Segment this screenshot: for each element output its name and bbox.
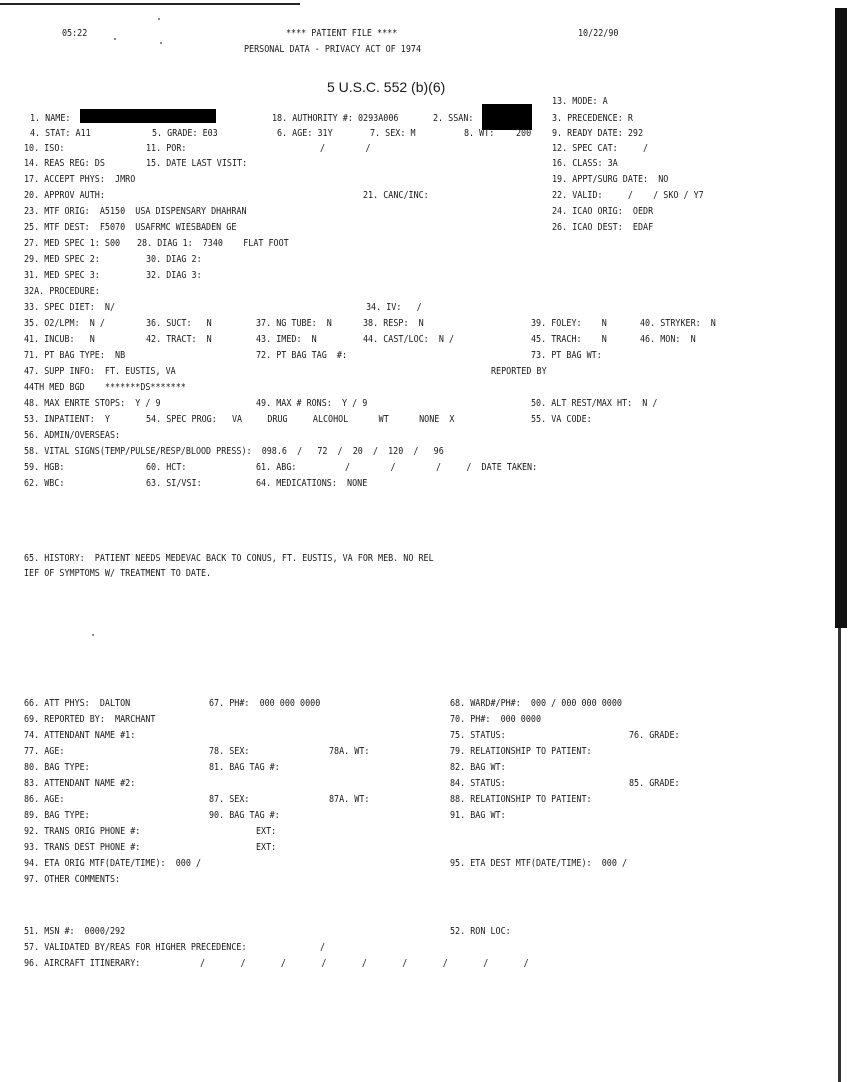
field-63-si-vsi: 63. SI/VSI: <box>146 478 202 489</box>
field-76-grade: 76. GRADE: <box>629 730 680 741</box>
field-92-ext: EXT: <box>256 826 277 837</box>
field-94-eta-orig-mtf: 94. ETA ORIG MTF(DATE/TIME): 000 / <box>24 858 202 869</box>
field-4-stat: 4. STAT: A11 <box>30 128 91 139</box>
field-85-grade: 85. GRADE: <box>629 778 680 789</box>
field-86-age: 86. AGE: <box>24 794 65 805</box>
field-22-valid: 22. VALID: / / SKO / Y7 <box>552 190 704 201</box>
field-50-alt-rest: 50. ALT REST/MAX HT: N / <box>531 398 658 409</box>
field-14-reas-reg: 14. REAS REG: DS <box>24 158 105 169</box>
field-88-relationship: 88. RELATIONSHIP TO PATIENT: <box>450 794 592 805</box>
field-52-ron-loc: 52. RON LOC: <box>450 926 511 937</box>
field-64-medications: 64. MEDICATIONS: NONE <box>256 478 368 489</box>
field-39-foley: 39. FOLEY: N <box>531 318 607 329</box>
field-49-max-rons: 49. MAX # RONS: Y / 9 <box>256 398 368 409</box>
field-81-bag-tag: 81. BAG TAG #: <box>209 762 280 773</box>
field-26-icao-dest: 26. ICAO DEST: EDAF <box>552 222 654 233</box>
field-19-appt-surg-date: 19. APPT/SURG DATE: NO <box>552 174 669 185</box>
field-2-ssan: 2. SSAN: <box>433 113 474 124</box>
field-55-va-code: 55. VA CODE: <box>531 414 592 425</box>
field-68-ward-ph: 68. WARD#/PH#: 000 / 000 000 0000 <box>450 698 622 709</box>
field-91-bag-wt: 91. BAG WT: <box>450 810 506 821</box>
field-46-mon: 46. MON: N <box>640 334 696 345</box>
exemption-label: 5 U.S.C. 552 (b)(6) <box>327 79 446 95</box>
field-65-history-continued: IEF OF SYMPTOMS W/ TREATMENT TO DATE. <box>24 568 212 579</box>
field-82-bag-wt: 82. BAG WT: <box>450 762 506 773</box>
field-33-spec-diet: 33. SPEC DIET: N/ <box>24 302 116 313</box>
field-92-trans-orig-phone: 92. TRANS ORIG PHONE #: <box>24 826 141 837</box>
field-78a-wt: 78A. WT: <box>329 746 370 757</box>
scan-speck <box>158 18 160 20</box>
scan-speck <box>114 38 116 40</box>
field-3-precedence: 3. PRECEDENCE: R <box>552 113 633 124</box>
field-65-history: 65. HISTORY: PATIENT NEEDS MEDEVAC BACK TO CONUS, FT. EUSTIS, VA FOR MEB. NO REL <box>24 553 434 564</box>
field-17-accept-phys: 17. ACCEPT PHYS: JMRO <box>24 174 136 185</box>
supp-info-continued: 44TH MED BGD *******DS******* <box>24 382 186 393</box>
field-71-pt-bag-type: 71. PT BAG TYPE: NB <box>24 350 126 361</box>
field-27-med-spec-1: 27. MED SPEC 1: S00 <box>24 238 121 249</box>
field-80-bag-type: 80. BAG TYPE: <box>24 762 90 773</box>
field-7-sex: 7. SEX: M <box>370 128 416 139</box>
field-95-eta-dest-mtf: 95. ETA DEST MTF(DATE/TIME): 000 / <box>450 858 628 869</box>
field-93-ext: EXT: <box>256 842 277 853</box>
scan-edge-line <box>838 628 841 1082</box>
field-41-incub: 41. INCUB: N <box>24 334 95 345</box>
field-97-other-comments: 97. OTHER COMMENTS: <box>24 874 121 885</box>
field-35-o2-lpm: 35. O2/LPM: N / <box>24 318 105 329</box>
header-time: 05:22 <box>62 28 88 39</box>
field-59-hgb: 59. HGB: <box>24 462 65 473</box>
field-40-stryker: 40. STRYKER: N <box>640 318 716 329</box>
field-28-diag-1: 28. DIAG 1: 7340 FLAT FOOT <box>137 238 289 249</box>
field-62-wbc: 62. WBC: <box>24 478 65 489</box>
field-20-approv-auth: 20. APPROV AUTH: <box>24 190 105 201</box>
field-53-inpatient: 53. INPATIENT: Y <box>24 414 110 425</box>
field-6-age: 6. AGE: 31Y <box>277 128 333 139</box>
reported-by-label: REPORTED BY <box>491 366 547 377</box>
field-8-wt-value: 200 <box>516 128 532 139</box>
field-69-reported-by: 69. REPORTED BY: MARCHANT <box>24 714 156 725</box>
field-74-attendant-name-1: 74. ATTENDANT NAME #1: <box>24 730 136 741</box>
scan-speck <box>160 42 162 44</box>
field-79-relationship: 79. RELATIONSHIP TO PATIENT: <box>450 746 592 757</box>
field-34-iv: 34. IV: / <box>366 302 422 313</box>
ssan-redaction <box>482 104 532 130</box>
field-43-imed: 43. IMED: N <box>256 334 317 345</box>
field-21-canc-inc: 21. CANC/INC: <box>363 190 429 201</box>
header-rule <box>0 3 300 5</box>
field-24-icao-orig: 24. ICAO ORIG: OEDR <box>552 206 654 217</box>
field-37-ng-tube: 37. NG TUBE: N <box>256 318 332 329</box>
field-56-admin-overseas: 56. ADMIN/OVERSEAS: <box>24 430 121 441</box>
field-5-grade: 5. GRADE: E03 <box>152 128 218 139</box>
field-96-itinerary-slots: / / / / / / / / / <box>200 958 529 969</box>
field-32a-procedure: 32A. PROCEDURE: <box>24 286 100 297</box>
field-89-bag-type: 89. BAG TYPE: <box>24 810 90 821</box>
field-93-trans-dest-phone: 93. TRANS DEST PHONE #: <box>24 842 141 853</box>
field-25-mtf-dest: 25. MTF DEST: F5070 USAFRMC WIESBADEN GE <box>24 222 237 233</box>
field-61-abg: 61. ABG: <box>256 462 297 473</box>
field-8-wt: 8. WT: <box>464 128 495 139</box>
field-84-status: 84. STATUS: <box>450 778 506 789</box>
field-31-med-spec-3: 31. MED SPEC 3: <box>24 270 100 281</box>
field-51-msn: 51. MSN #: 0000/292 <box>24 926 126 937</box>
field-36-suct: 36. SUCT: N <box>146 318 212 329</box>
header-date: 10/22/90 <box>578 28 619 39</box>
field-44-cast-loc: 44. CAST/LOC: N / <box>363 334 455 345</box>
field-78-sex: 78. SEX: <box>209 746 250 757</box>
field-23-mtf-orig: 23. MTF ORIG: A5150 USA DISPENSARY DHAHRAN <box>24 206 247 217</box>
field-9-ready-date: 9. READY DATE: 292 <box>552 128 644 139</box>
field-18-authority: 18. AUTHORITY #: 0293A006 <box>272 113 399 124</box>
field-57-validated-by-value: / <box>320 942 326 953</box>
field-87-sex: 87. SEX: <box>209 794 250 805</box>
field-73-pt-bag-wt: 73. PT BAG WT: <box>531 350 602 361</box>
scan-speck <box>92 634 94 636</box>
field-54-spec-prog: 54. SPEC PROG: VA DRUG ALCOHOL WT NONE X <box>146 414 455 425</box>
field-11-por-value: / / <box>320 143 371 154</box>
field-16-class: 16. CLASS: 3A <box>552 158 618 169</box>
header-subtitle: PERSONAL DATA - PRIVACY ACT OF 1974 <box>244 44 422 55</box>
field-38-resp: 38. RESP: N <box>363 318 424 329</box>
field-90-bag-tag: 90. BAG TAG #: <box>209 810 280 821</box>
scan-edge-shadow <box>835 8 847 628</box>
field-10-iso: 10. ISO: <box>24 143 65 154</box>
field-67-ph: 67. PH#: 000 000 0000 <box>209 698 321 709</box>
name-redaction <box>80 109 216 123</box>
field-1-name: 1. NAME: <box>30 113 71 124</box>
field-47-supp-info: 47. SUPP INFO: FT. EUSTIS, VA <box>24 366 176 377</box>
field-57-validated-by: 57. VALIDATED BY/REAS FOR HIGHER PRECEDENCE: <box>24 942 247 953</box>
field-12-spec-cat: 12. SPEC CAT: / <box>552 143 649 154</box>
field-75-status: 75. STATUS: <box>450 730 506 741</box>
field-30-diag-2: 30. DIAG 2: <box>146 254 202 265</box>
field-60-hct: 60. HCT: <box>146 462 187 473</box>
field-61-abg-date-taken: / / / / DATE TAKEN: <box>345 462 538 473</box>
header-title: **** PATIENT FILE **** <box>286 28 398 39</box>
field-87a-wt: 87A. WT: <box>329 794 370 805</box>
field-83-attendant-name-2: 83. ATTENDANT NAME #2: <box>24 778 136 789</box>
field-72-pt-bag-tag: 72. PT BAG TAG #: <box>256 350 348 361</box>
field-66-att-phys: 66. ATT PHYS: DALTON <box>24 698 131 709</box>
field-15-date-last-visit: 15. DATE LAST VISIT: <box>146 158 248 169</box>
field-96-aircraft-itinerary: 96. AIRCRAFT ITINERARY: <box>24 958 141 969</box>
field-32-diag-3: 32. DIAG 3: <box>146 270 202 281</box>
field-45-trach: 45. TRACH: N <box>531 334 607 345</box>
field-11-por: 11. POR: <box>146 143 187 154</box>
field-77-age: 77. AGE: <box>24 746 65 757</box>
field-13-mode: 13. MODE: A <box>552 96 608 107</box>
field-48-max-enrte-stops: 48. MAX ENRTE STOPS: Y / 9 <box>24 398 161 409</box>
field-58-vital-signs: 58. VITAL SIGNS(TEMP/PULSE/RESP/BLOOD PRESS): 098.6 / 72 / 20 / 120 / 96 <box>24 446 444 457</box>
field-42-tract: 42. TRACT: N <box>146 334 212 345</box>
field-29-med-spec-2: 29. MED SPEC 2: <box>24 254 100 265</box>
field-70-ph: 70. PH#: 000 0000 <box>450 714 542 725</box>
